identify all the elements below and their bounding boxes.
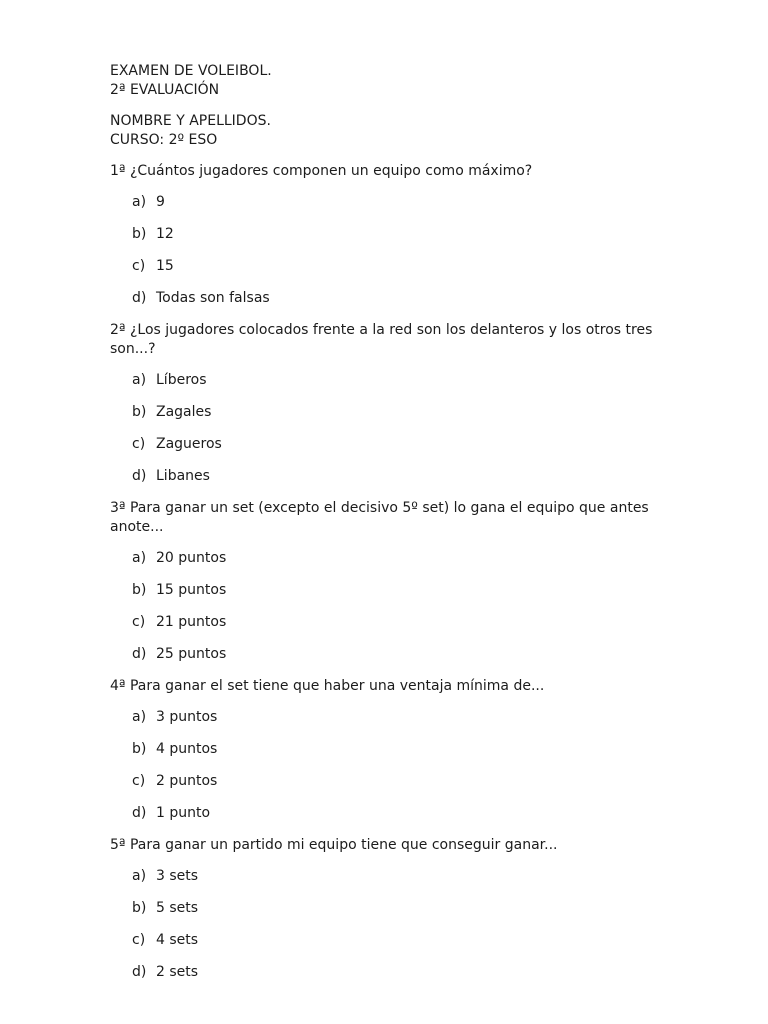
option-letter: d) <box>132 964 147 980</box>
option-letter: d) <box>132 290 147 306</box>
answer-option <box>110 257 670 276</box>
option-text: 21 puntos <box>156 614 227 630</box>
option-letter: b) <box>132 226 147 242</box>
question-block <box>110 162 670 308</box>
answer-options <box>110 193 670 308</box>
option-letter: d) <box>132 805 147 821</box>
question-text: 5ª Para ganar un partido mi equipo tiene que conseguir ganar... <box>110 837 558 853</box>
option-letter: c) <box>132 932 146 948</box>
option-letter: c) <box>132 436 146 452</box>
answer-option <box>110 645 670 664</box>
answer-option <box>110 581 670 600</box>
answer-option <box>110 371 670 390</box>
option-text: 15 puntos <box>156 582 227 598</box>
option-text: Libanes <box>156 468 210 484</box>
option-text: 20 puntos <box>156 550 227 566</box>
answer-options <box>110 371 670 486</box>
answer-option <box>110 867 670 886</box>
question-block <box>110 499 670 664</box>
exam-evaluation: 2ª EVALUACIÓN <box>110 82 220 98</box>
option-text: Zagueros <box>156 436 222 452</box>
answer-options <box>110 708 670 823</box>
option-letter: b) <box>132 404 147 420</box>
option-text: Zagales <box>156 404 212 420</box>
answer-option <box>110 772 670 791</box>
question-block <box>110 677 670 823</box>
name-label: NOMBRE Y APELLIDOS. <box>110 113 271 129</box>
answer-option <box>110 804 670 823</box>
option-text: 2 puntos <box>156 773 218 789</box>
answer-option <box>110 963 670 982</box>
option-text: 12 <box>156 226 174 242</box>
exam-title: EXAMEN DE VOLEIBOL. <box>110 63 272 79</box>
answer-option <box>110 708 670 727</box>
answer-option <box>110 740 670 759</box>
answer-option <box>110 549 670 568</box>
answer-option <box>110 613 670 632</box>
option-letter: a) <box>132 194 147 210</box>
answer-option <box>110 931 670 950</box>
answer-option <box>110 193 670 212</box>
option-letter: c) <box>132 258 146 274</box>
option-letter: a) <box>132 372 147 388</box>
answer-option <box>110 225 670 244</box>
option-text: 4 puntos <box>156 741 218 757</box>
student-info <box>110 112 670 150</box>
option-text: 2 sets <box>156 964 199 980</box>
answer-option <box>110 403 670 422</box>
option-text: 1 punto <box>156 805 211 821</box>
answer-option <box>110 899 670 918</box>
question-text: 3ª Para ganar un set (excepto el decisivo 5º set) lo gana el equipo que antes anote... <box>110 500 649 535</box>
option-text: 3 sets <box>156 868 199 884</box>
option-text: 5 sets <box>156 900 199 916</box>
option-text: 9 <box>156 194 165 210</box>
option-letter: b) <box>132 582 147 598</box>
option-letter: a) <box>132 709 147 725</box>
option-letter: c) <box>132 614 146 630</box>
option-letter: b) <box>132 900 147 916</box>
question-text: 2ª ¿Los jugadores colocados frente a la red son los delanteros y los otros tres son...? <box>110 322 653 357</box>
answer-option <box>110 435 670 454</box>
option-letter: a) <box>132 868 147 884</box>
question-block <box>110 836 670 982</box>
option-text: 15 <box>156 258 174 274</box>
option-letter: a) <box>132 550 147 566</box>
question-text: 4ª Para ganar el set tiene que haber una ventaja mínima de... <box>110 678 545 694</box>
answer-option <box>110 467 670 486</box>
exam-document <box>110 62 670 995</box>
question-block <box>110 321 670 486</box>
option-letter: c) <box>132 773 146 789</box>
answer-option <box>110 289 670 308</box>
course-label: CURSO: 2º ESO <box>110 132 218 148</box>
option-letter: d) <box>132 646 147 662</box>
answer-options <box>110 549 670 664</box>
exam-header <box>110 62 670 100</box>
option-text: 4 sets <box>156 932 199 948</box>
question-text: 1ª ¿Cuántos jugadores componen un equipo como máximo? <box>110 163 533 179</box>
option-text: 25 puntos <box>156 646 227 662</box>
option-text: Todas son falsas <box>156 290 270 306</box>
option-letter: b) <box>132 741 147 757</box>
answer-options <box>110 867 670 982</box>
option-text: Líberos <box>156 372 207 388</box>
option-letter: d) <box>132 468 147 484</box>
option-text: 3 puntos <box>156 709 218 725</box>
